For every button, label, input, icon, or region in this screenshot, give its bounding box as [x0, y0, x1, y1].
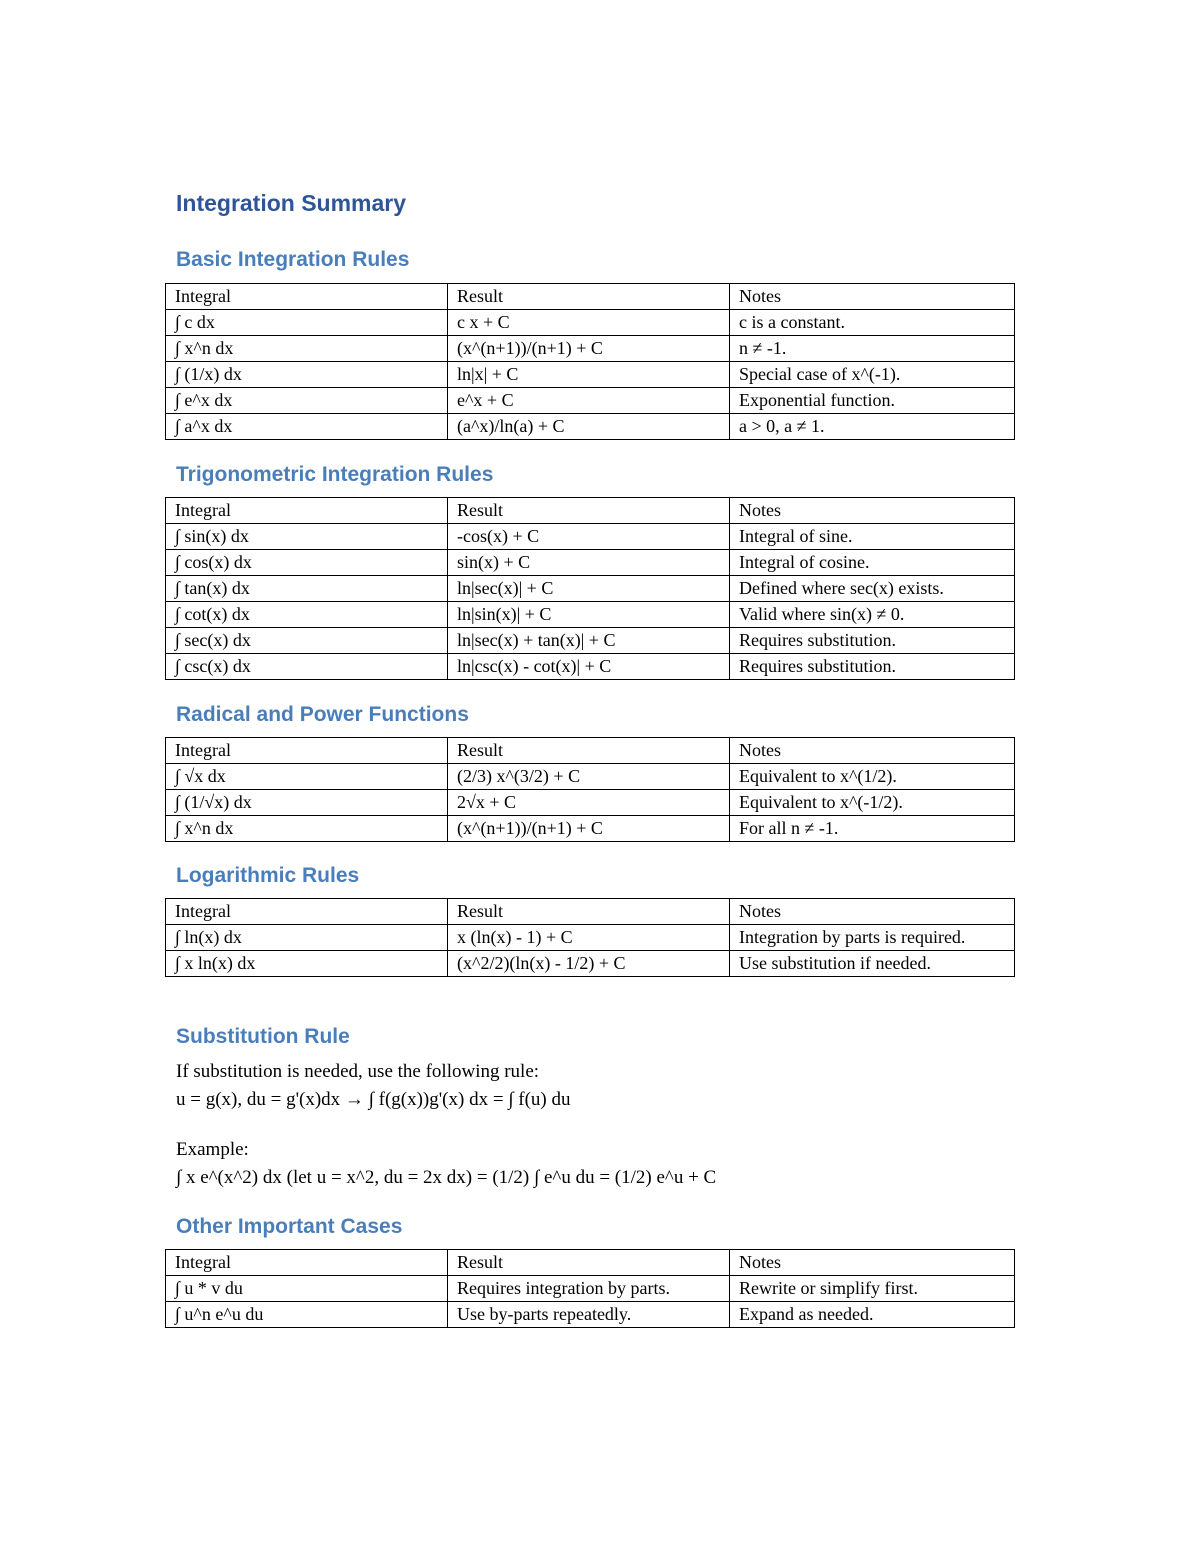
notes-cell: Integral of sine.: [730, 524, 1015, 550]
table-row: [166, 1276, 1015, 1302]
column-header-result: Result: [448, 738, 730, 764]
section-heading-other: Other Important Cases: [176, 1215, 403, 1238]
integral-cell: ∫ x^n dx: [166, 816, 448, 842]
column-header-integral: Integral: [166, 498, 448, 524]
table-row: [166, 602, 1015, 628]
example-label: Example:: [176, 1139, 249, 1160]
integral-cell: ∫ cot(x) dx: [166, 602, 448, 628]
document-title: Integration Summary: [176, 190, 407, 216]
table-row: [166, 1302, 1015, 1328]
table-row: [166, 951, 1015, 977]
table-radical-rules: [165, 737, 1015, 842]
column-header-result: Result: [448, 899, 730, 925]
result-cell: (x^(n+1))/(n+1) + C: [448, 336, 730, 362]
table-header-row: [166, 284, 1015, 310]
result-cell: sin(x) + C: [448, 550, 730, 576]
result-cell: c x + C: [448, 310, 730, 336]
notes-cell: Expand as needed.: [730, 1302, 1015, 1328]
section-heading-substitution: Substitution Rule: [176, 1025, 350, 1048]
column-header-integral: Integral: [166, 738, 448, 764]
result-cell: Use by-parts repeatedly.: [448, 1302, 730, 1328]
table-row: [166, 310, 1015, 336]
notes-cell: Rewrite or simplify first.: [730, 1276, 1015, 1302]
result-cell: (a^x)/ln(a) + C: [448, 414, 730, 440]
integral-cell: ∫ x^n dx: [166, 336, 448, 362]
table-header-row: [166, 899, 1015, 925]
notes-cell: Use substitution if needed.: [730, 951, 1015, 977]
result-cell: (x^2/2)(ln(x) - 1/2) + C: [448, 951, 730, 977]
result-cell: e^x + C: [448, 388, 730, 414]
table-header-row: [166, 498, 1015, 524]
table-row: [166, 790, 1015, 816]
notes-cell: Equivalent to x^(1/2).: [730, 764, 1015, 790]
table-row: [166, 654, 1015, 680]
table-header-row: [166, 738, 1015, 764]
example-formula: ∫ x e^(x^2) dx (let u = x^2, du = 2x dx) = (1/2) ∫ e^u du = (1/2) e^u + C: [176, 1167, 717, 1188]
integral-cell: ∫ ln(x) dx: [166, 925, 448, 951]
column-header-notes: Notes: [730, 738, 1015, 764]
notes-cell: a > 0, a ≠ 1.: [730, 414, 1015, 440]
integral-cell: ∫ e^x dx: [166, 388, 448, 414]
column-header-notes: Notes: [730, 498, 1015, 524]
column-header-integral: Integral: [166, 1250, 448, 1276]
substitution-intro: If substitution is needed, use the following rule:: [176, 1061, 540, 1082]
integral-cell: ∫ x ln(x) dx: [166, 951, 448, 977]
column-header-result: Result: [448, 498, 730, 524]
section-heading-trig: Trigonometric Integration Rules: [176, 463, 494, 486]
integral-cell: ∫ csc(x) dx: [166, 654, 448, 680]
notes-cell: Integration by parts is required.: [730, 925, 1015, 951]
table-trig-rules: [165, 497, 1015, 680]
table-row: [166, 362, 1015, 388]
column-header-result: Result: [448, 284, 730, 310]
notes-cell: Exponential function.: [730, 388, 1015, 414]
integral-cell: ∫ u * v du: [166, 1276, 448, 1302]
notes-cell: Equivalent to x^(-1/2).: [730, 790, 1015, 816]
column-header-result: Result: [448, 1250, 730, 1276]
column-header-notes: Notes: [730, 899, 1015, 925]
table-row: [166, 524, 1015, 550]
table-row: [166, 550, 1015, 576]
table-other-cases: [165, 1249, 1015, 1328]
table-row: [166, 576, 1015, 602]
result-cell: 2√x + C: [448, 790, 730, 816]
integral-cell: ∫ tan(x) dx: [166, 576, 448, 602]
notes-cell: Integral of cosine.: [730, 550, 1015, 576]
column-header-integral: Integral: [166, 284, 448, 310]
result-cell: ln|x| + C: [448, 362, 730, 388]
notes-cell: Requires substitution.: [730, 628, 1015, 654]
integral-cell: ∫ √x dx: [166, 764, 448, 790]
table-row: [166, 388, 1015, 414]
result-cell: ln|sec(x) + tan(x)| + C: [448, 628, 730, 654]
section-heading-log: Logarithmic Rules: [176, 864, 360, 887]
integral-cell: ∫ a^x dx: [166, 414, 448, 440]
notes-cell: Defined where sec(x) exists.: [730, 576, 1015, 602]
result-cell: Requires integration by parts.: [448, 1276, 730, 1302]
table-row: [166, 628, 1015, 654]
table-log-rules: [165, 898, 1015, 977]
result-cell: ln|sec(x)| + C: [448, 576, 730, 602]
notes-cell: Valid where sin(x) ≠ 0.: [730, 602, 1015, 628]
table-row: [166, 764, 1015, 790]
column-header-notes: Notes: [730, 284, 1015, 310]
table-row: [166, 816, 1015, 842]
result-cell: ln|csc(x) - cot(x)| + C: [448, 654, 730, 680]
table-row: [166, 925, 1015, 951]
integral-cell: ∫ u^n e^u du: [166, 1302, 448, 1328]
integral-cell: ∫ sin(x) dx: [166, 524, 448, 550]
table-header-row: [166, 1250, 1015, 1276]
table-row: [166, 336, 1015, 362]
notes-cell: For all n ≠ -1.: [730, 816, 1015, 842]
notes-cell: c is a constant.: [730, 310, 1015, 336]
result-cell: ln|sin(x)| + C: [448, 602, 730, 628]
notes-cell: n ≠ -1.: [730, 336, 1015, 362]
integral-cell: ∫ (1/√x) dx: [166, 790, 448, 816]
result-cell: x (ln(x) - 1) + C: [448, 925, 730, 951]
integral-cell: ∫ cos(x) dx: [166, 550, 448, 576]
table-basic-rules: [165, 283, 1015, 440]
substitution-formula: u = g(x), du = g'(x)dx → ∫ f(g(x))g'(x) dx = ∫ f(u) du: [176, 1089, 571, 1110]
integral-cell: ∫ sec(x) dx: [166, 628, 448, 654]
result-cell: (2/3) x^(3/2) + C: [448, 764, 730, 790]
result-cell: -cos(x) + C: [448, 524, 730, 550]
notes-cell: Requires substitution.: [730, 654, 1015, 680]
section-heading-basic: Basic Integration Rules: [176, 248, 410, 271]
column-header-integral: Integral: [166, 899, 448, 925]
column-header-notes: Notes: [730, 1250, 1015, 1276]
table-row: [166, 414, 1015, 440]
integral-cell: ∫ c dx: [166, 310, 448, 336]
integral-cell: ∫ (1/x) dx: [166, 362, 448, 388]
section-heading-radical: Radical and Power Functions: [176, 703, 469, 726]
notes-cell: Special case of x^(-1).: [730, 362, 1015, 388]
result-cell: (x^(n+1))/(n+1) + C: [448, 816, 730, 842]
